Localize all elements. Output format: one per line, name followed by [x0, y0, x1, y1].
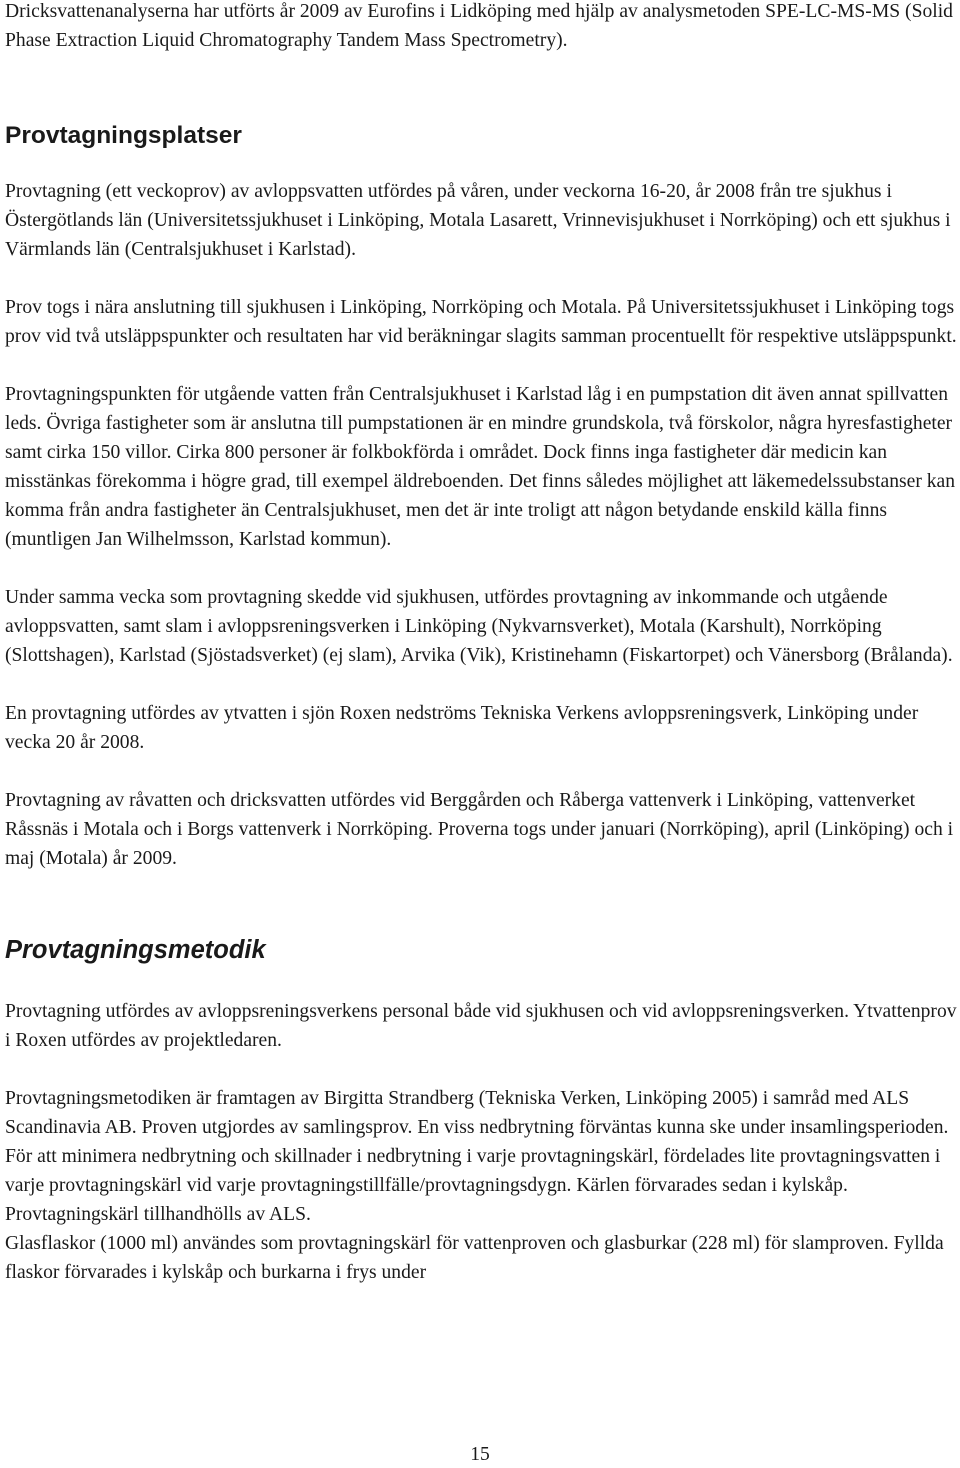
body-paragraph: Provtagning (ett veckoprov) av avloppsvatten utfördes på våren, under veckorna 16-20, år 2008 från tre sjukhus i Östergötlands län (Universitetssjukhuset i Linköping, Motala Lasarett, Vrinnevisjukhuset i Norrköping) och ett sjukhus i Värmlands län (Centralsjukhuset i Karlstad).: [5, 181, 951, 260]
body-paragraph: Prov togs i nära anslutning till sjukhusen i Linköping, Norrköping och Motala. På Universitetssjukhuset i Linköping togs prov vid två utsläppspunkter och resultaten har vid beräkningar slagits samman procentuellt för respektive utsläppspunkt.: [5, 297, 957, 347]
body-paragraph: Provtagningsmetodiken är framtagen av Birgitta Strandberg (Tekniska Verken, Linköping 2005) i samråd med ALS Scandinavia AB. Proven utgjordes av samlingsprov. En viss nedbrytning förväntas kunna ske under insamlingsperioden. För att minimera nedbrytning och skillnader i nedbrytning i varje provtagningskärl, fördelades lite provtagningsvatten i varje provtagningskärl vid varje provtagningstillfälle/provtagningsdygn. Kärlen förvarades sedan i kylskåp. Provtagningskärl tillhandhölls av ALS.: [5, 1088, 949, 1225]
body-paragraph: En provtagning utfördes av ytvatten i sjön Roxen nedströms Tekniska Verkens avloppsreningsverk, Linköping under vecka 20 år 2008.: [5, 703, 919, 753]
body-paragraph: Provtagning utfördes av avloppsreningsverkens personal både vid sjukhusen och vid avloppsreningsverken. Ytvattenprov i Roxen utfördes av projektledaren.: [5, 1001, 957, 1051]
body-paragraph: Under samma vecka som provtagning skedde vid sjukhusen, utfördes provtagning av inkommande och utgående avloppsvatten, samt slam i avloppsreningsverken i Linköping (Nykvarnsverket), Motala (Karshult), Norrköping (Slottshagen), Karlstad (Sjöstadsverket) (ej slam), Arvika (Vik), Kristinehamn (Fiskartorpet) och Vänersborg (Brålanda).: [5, 587, 953, 666]
section-heading-provtagningsplatser: Provtagningsplatser: [5, 122, 242, 149]
body-paragraph: Glasflaskor (1000 ml) användes som provtagningskärl för vattenproven och glasburkar (228 ml) för slamproven. Fyllda flaskor förvarades i kylskåp och burkarna i frys under: [5, 1233, 944, 1283]
document-page: [5, 0, 957, 1287]
body-paragraph: Provtagningspunkten för utgående vatten från Centralsjukhuset i Karlstad låg i en pumpstation dit även annat spillvatten leds. Övriga fastigheter som är anslutna till pumpstationen är en mindre grundskola, två förskolor, några hyresfastigheter samt cirka 150 villor. Cirka 800 personer är folkbokförda i området. Dock finns inga fastigheter där medicin kan misstänkas förekomma i högre grad, till exempel äldreboenden. Det finns således möjlighet att läkemedelssubstanser kan komma från andra fastigheter än Centralsjukhuset, men det är inte troligt att någon betydande enskild källa finns (muntligen Jan Wilhelmsson, Karlstad kommun).: [5, 384, 956, 550]
intro-paragraph: Dricksvattenanalyserna har utförts år 2009 av Eurofins i Lidköping med hjälp av analysmetoden SPE-LC-MS-MS (Solid Phase Extraction Liquid Chromatography Tandem Mass Spectrometry).: [5, 1, 953, 51]
section-heading-provtagningsmetodik: Provtagningsmetodik: [5, 936, 266, 964]
page-number: 15: [470, 1444, 490, 1465]
body-paragraph: Provtagning av råvatten och dricksvatten utfördes vid Berggården och Råberga vattenverk i Linköping, vattenverket Råssnäs i Motala och i Borgs vattenverk i Norrköping. Proverna togs under januari (Norrköping), april (Linköping) och i maj (Motala) år 2009.: [5, 790, 954, 869]
